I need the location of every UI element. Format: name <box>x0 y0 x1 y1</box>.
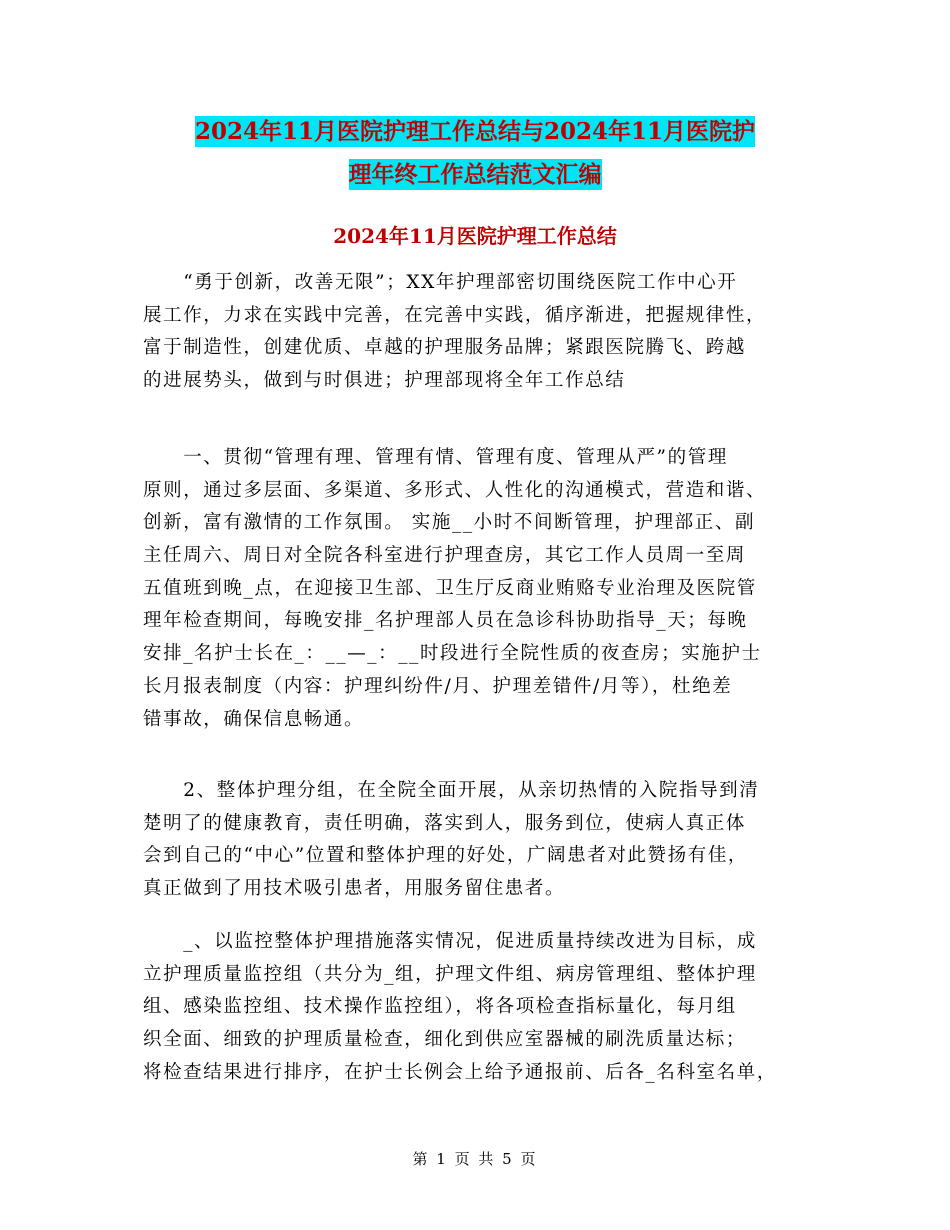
paragraph-line: 会到自己的“中心”位置和整体护理的好处，广阔患者对此赞扬有佳， <box>143 845 749 867</box>
page-footer: 第 1 页 共 5 页 <box>412 1150 538 1168</box>
paragraph-line: 将检查结果进行排序，在护士长例会上给予通报前、后各_名科室名单， <box>143 1061 777 1083</box>
paragraph-line: 安排_名护士长在_：__—_：__时段进行全院性质的夜查房；实施护士 <box>143 643 762 665</box>
paragraph-line: 立护理质量监控组（共分为_组，护理文件组、病房管理组、整体护理 <box>143 963 757 985</box>
paragraph-2 <box>143 442 813 736</box>
paragraph-line: 织全面、细致的护理质量检查，细化到供应室器械的刷洗质量达标； <box>143 1029 747 1051</box>
paragraph-line: 长月报表制度（内容：护理纠纷件/月、护理差错件/月等），杜绝差 <box>143 675 733 697</box>
paragraph-line: 五值班到晚_点，在迎接卫生部、卫生厅反商业贿赂专业治理及医院管 <box>143 577 757 599</box>
paragraph-line: 楚明了的健康教育，责任明确，落实到人，服务到位，使病人真正体 <box>143 812 747 834</box>
document-title-line-2 <box>150 151 800 199</box>
paragraph-line: 富于制造性，创建优质、卓越的护理服务品牌；紧跟医院腾飞、跨越 <box>143 337 747 359</box>
paragraph-line: 主任周六、周日对全院各科室进行护理查房，其它工作人员周一至周 <box>143 545 747 567</box>
title-highlight: 2024年11月医院护理工作总结与2024年11月医院护 <box>194 118 756 145</box>
paragraph-line: “勇于创新，改善无限”；XX年护理部密切围绕医院工作中心开 <box>143 272 738 293</box>
paragraph-line: 一、贯彻“管理有理、管理有情、管理有度、管理从严”的管理 <box>143 447 728 468</box>
paragraph-line: 原则，通过多层面、多渠道、多形式、人性化的沟通模式，营造和谐、 <box>143 479 767 501</box>
paragraph-line: 理年检查期间，每晚安排_名护理部人员在急诊科协助指导_天；每晚 <box>143 610 748 632</box>
paragraph-line: 的进展势头，做到与时俱进；护理部现将全年工作总结 <box>143 370 626 392</box>
paragraph-line: 真正做到了用技术吸引患者，用服务留住患者。 <box>143 878 566 900</box>
document-title-line-1 <box>150 108 800 156</box>
paragraph-3 <box>143 775 813 906</box>
paragraph-line: 创新，富有激情的工作氛围。 实施__小时不间断管理，护理部正、副 <box>143 512 756 534</box>
paragraph-1 <box>143 267 813 398</box>
paragraph-line: 错事故，确保信息畅通。 <box>143 708 365 730</box>
paragraph-line: 展工作，力求在实践中完善，在完善中实践，循序渐进，把握规律性， <box>143 304 767 326</box>
title-highlight: 理年终工作总结范文汇编 <box>348 161 602 188</box>
section-title: 2024年11月医院护理工作总结 <box>333 224 617 248</box>
paragraph-4 <box>143 926 813 1089</box>
paragraph-line: _、以监控整体护理措施落实情况，促进质量持续改进为目标，成 <box>143 931 757 952</box>
paragraph-line: 2、整体护理分组，在全院全面开展，从亲切热情的入院指导到清 <box>143 780 760 801</box>
paragraph-line: 组、感染监控组、技术操作监控组），将各项检查指标量化，每月组 <box>143 996 737 1018</box>
